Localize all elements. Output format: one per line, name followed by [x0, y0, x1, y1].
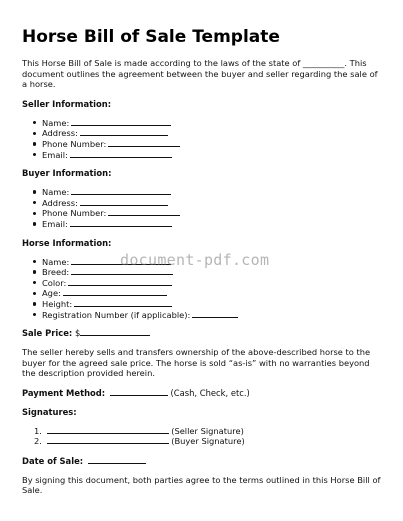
payment-method-line	[22, 388, 381, 399]
horse-color-field: Color:	[33, 278, 381, 289]
sale-price-label: Sale Price:	[22, 328, 73, 339]
horse-name-field: Name:	[33, 257, 381, 268]
buyer-email-field: Email:	[33, 219, 381, 230]
buyer-name-field: Name:	[33, 187, 381, 198]
horse-breed-field: Breed:	[33, 267, 381, 278]
horse-age-field: Age:	[33, 288, 381, 299]
watermark-text: document-pdf.com	[120, 251, 270, 269]
sale-price-prefix: $	[74, 328, 81, 339]
intro-paragraph: This Horse Bill of Sale is made according to the laws of the state of __________. This document outlines the agreement between the buyer and seller regarding the sale of a horse.	[22, 58, 378, 90]
seller-heading: Seller Information:	[22, 98, 112, 109]
buyer-fields	[22, 187, 381, 229]
seller-signature-line: 1. (Seller Signature)	[34, 425, 244, 436]
seller-fields	[22, 118, 381, 160]
buyer-phone-field: Phone Number:	[33, 208, 381, 219]
closing-paragraph: By signing this document, both parties agree to the terms outlined in this Horse Bill of Sale.	[22, 474, 381, 496]
transfer-paragraph: The seller hereby sells and transfers ownership of the above-described horse to the buyer for the agreed sale price. The horse is sold “as-is” with no warranties beyond the description provided herein.	[22, 347, 371, 379]
document-title: Horse Bill of Sale Template	[22, 27, 280, 47]
buyer-heading: Buyer Information:	[22, 168, 112, 179]
sale-price-line	[22, 328, 381, 339]
signatures-heading: Signatures:	[22, 406, 77, 417]
horse-height-field: Height:	[33, 299, 381, 310]
buyer-signature-line: 2. (Buyer Signature)	[34, 435, 245, 446]
seller-phone-field: Phone Number:	[33, 139, 381, 150]
buyer-address-field: Address:	[33, 198, 381, 209]
horse-heading: Horse Information:	[22, 237, 112, 248]
seller-email-field: Email:	[33, 150, 381, 161]
signature-list	[22, 426, 381, 446]
date-of-sale-line	[22, 456, 381, 467]
seller-name-field: Name:	[33, 118, 381, 129]
payment-method-options: (Cash, Check, etc.)	[170, 387, 250, 398]
seller-address-field: Address:	[33, 128, 381, 139]
date-of-sale-label: Date of Sale:	[22, 455, 84, 466]
payment-method-label: Payment Method:	[22, 387, 106, 398]
horse-registration-field: Registration Number (if applicable):	[33, 310, 381, 321]
